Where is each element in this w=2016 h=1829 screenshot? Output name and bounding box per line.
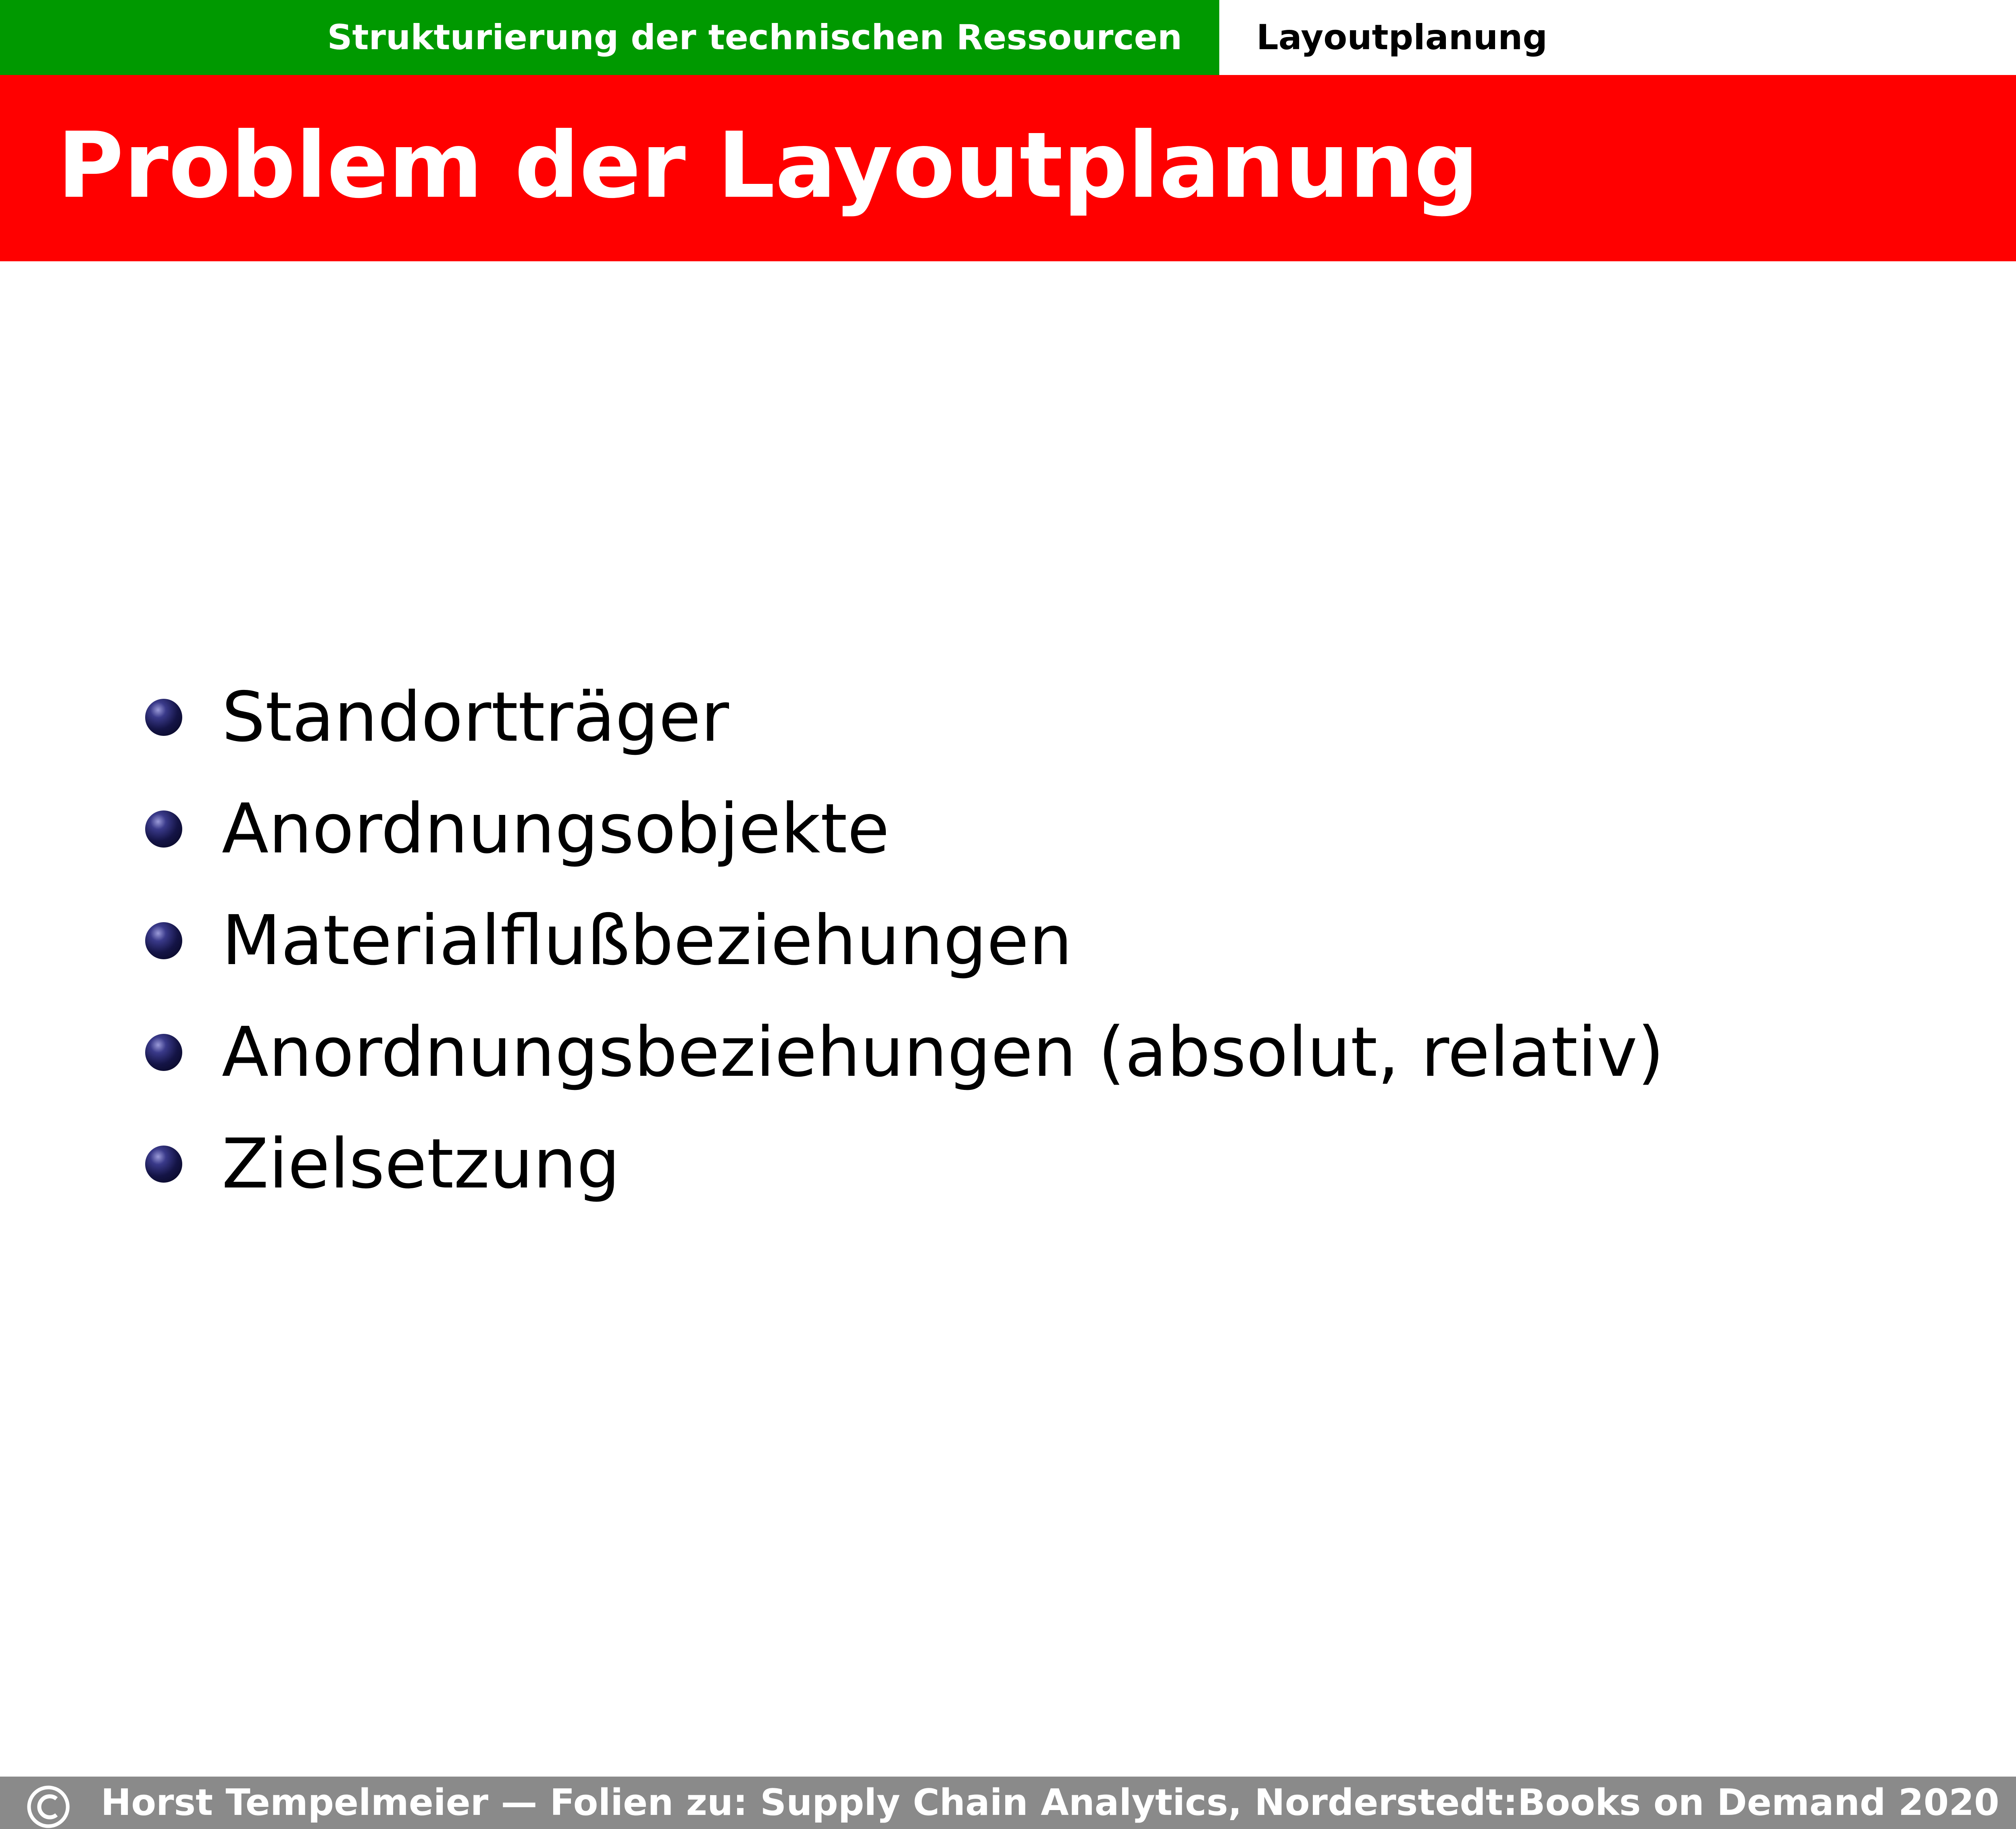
- list-item-text: Standortträger: [222, 677, 729, 757]
- title-band: [0, 75, 2016, 261]
- footer-bar: [0, 1777, 2016, 1829]
- list-item-text: Anordnungsbeziehungen (absolut, relativ): [222, 1012, 1664, 1092]
- bullet-icon: [145, 1146, 182, 1183]
- nav-section-area: [0, 0, 1219, 75]
- nav-section-link[interactable]: Strukturierung der technischen Ressourcen: [327, 17, 1182, 58]
- nav-subsection-area: [1219, 0, 2016, 75]
- section-navigation-bar: [0, 0, 2016, 75]
- footer-citation: Horst Tempelmeier — Folien zu: Supply Chain Analytics, Norderstedt:Books on Demand 2020: [101, 1781, 1999, 1824]
- list-item-text: Materialflußbeziehungen: [222, 900, 1073, 981]
- bullet-icon: [145, 922, 182, 959]
- list-item-text: Zielsetzung: [222, 1124, 620, 1204]
- bullet-icon: [145, 1034, 182, 1071]
- copyright-icon: [24, 1783, 73, 1829]
- bullet-icon: [145, 699, 182, 736]
- bullet-icon: [145, 810, 182, 848]
- slide-title: Problem der Layoutplanung: [57, 113, 1479, 219]
- nav-subsection-link[interactable]: Layoutplanung: [1256, 17, 1547, 58]
- list-item-text: Anordnungsobjekte: [222, 789, 890, 869]
